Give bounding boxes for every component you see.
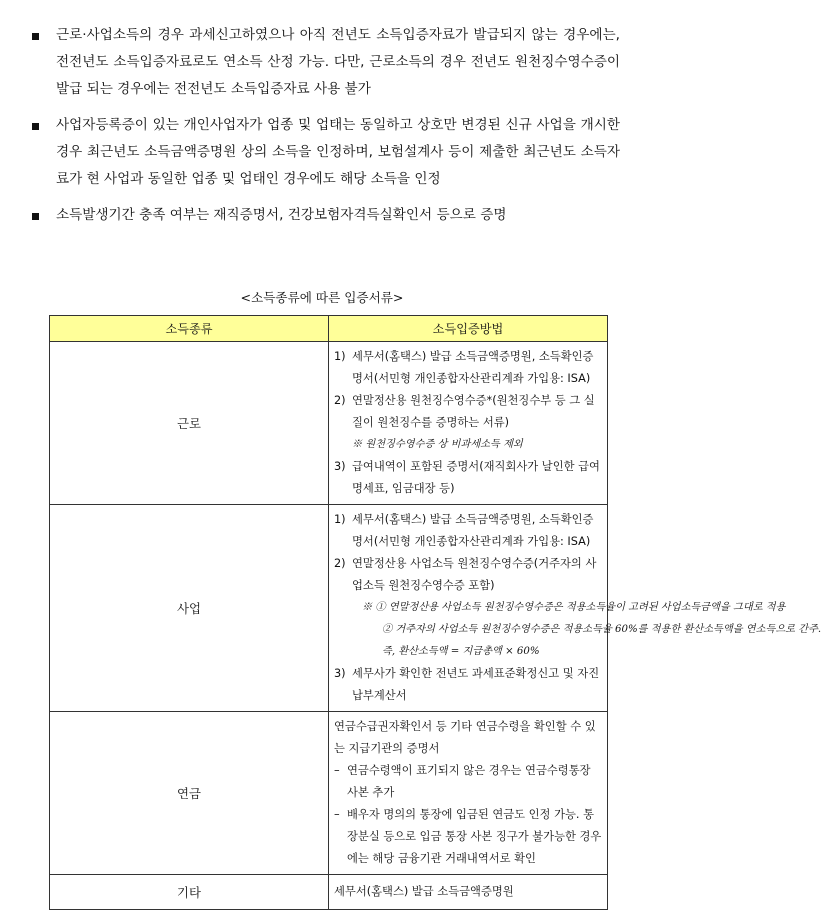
- table-row-geunro: [50, 342, 608, 505]
- note-line: ② 거주자의 사업소득 원천징수영수증은 적용소득율 60%를 적용한 환산소득액을 연소득으로 간주.: [382, 624, 821, 635]
- dash-item: – 연금수령액이 표기되지 않은 경우는 연금수령통장 사본 추가: [334, 764, 591, 799]
- content-line: 세무서(홈택스) 발급 소득금액증명원: [334, 885, 514, 898]
- list-item: 1) 세무서(홈택스) 발급 소득금액증명원, 소득확인증명서(서민형 개인종합자산관리계좌 가입용: ISA): [334, 513, 594, 548]
- list-item: 3) 급여내역이 포함된 증명서(재직회사가 날인한 급여명세표, 임금대장 등): [334, 460, 600, 495]
- list-item: 2) 연말정산용 사업소득 원천징수영수증(거주자의 사업소득 원천징수영수증 포함): [334, 557, 597, 592]
- bullet-text: 근로·사업소득의 경우 과세신고하였으나 아직 전년도 소득입증자료가 발급되지 않는 경우에는, 전전년도 소득입증자료로도 연소득 산정 가능. 다만, 근로소득의 경우 전년도 원천징수영수증이 발급 되는 경우에는 전전년도 소득입증자료 사용 불가: [56, 27, 620, 97]
- note-line: 즉, 환산소득액 = 지급총액 × 60%: [382, 646, 540, 657]
- dash-item: – 배우자 명의의 통장에 입금된 연금도 인정 가능. 통장분실 등으로 입금 통장 사본 징구가 불가능한 경우에는 해당 금융기관 거래내역서로 확인: [334, 808, 602, 865]
- content-cell: [329, 342, 608, 505]
- income-proof-table: [49, 315, 821, 910]
- table-row-gita: [50, 875, 608, 910]
- list-item: 2) 연말정산용 원천징수영수증*(원천징수부 등 그 실질이 원천징수를 증명하는 서류): [334, 394, 595, 429]
- list-item: 1) 세무서(홈택스) 발급 소득금액증명원, 소득확인증명서(서민형 개인종합자산관리계좌 가입용: ISA): [334, 350, 594, 385]
- content-cell: [329, 875, 608, 910]
- square-bullet-icon: [32, 33, 39, 40]
- header-proof-method: 소득입증방법: [329, 316, 608, 342]
- header-income-type: 소득종류: [50, 316, 329, 342]
- bullet-text: 소득발생기간 충족 여부는 재직증명서, 건강보험자격득실확인서 등으로 증명: [56, 207, 507, 223]
- category-cell: 기타: [50, 875, 329, 910]
- category-cell: 연금: [50, 712, 329, 875]
- table-header-row: [50, 316, 608, 342]
- bullet-list: [20, 22, 620, 238]
- table-row-yeongeum: [50, 712, 608, 875]
- table-row-saeop: [50, 505, 608, 712]
- list-item: 3) 세무사가 확인한 전년도 과세표준확정신고 및 자진납부계산서: [334, 667, 600, 702]
- category-cell: 근로: [50, 342, 329, 505]
- table-caption: <소득종류에 따른 입증서류>: [240, 290, 404, 305]
- note-line: ※ ① 연말정산용 사업소득 원천징수영수증은 적용소득율이 고려된 사업소득금액을 그대로 적용: [362, 602, 786, 613]
- note-line: ※ 원천징수영수증 상 비과세소득 제외: [352, 439, 523, 450]
- bullet-item: [20, 112, 620, 193]
- content-cell: [329, 712, 608, 875]
- bullet-item: [20, 22, 620, 103]
- square-bullet-icon: [32, 213, 39, 220]
- bullet-text: 사업자등록증이 있는 개인사업자가 업종 및 업태는 동일하고 상호만 변경된 신규 사업을 개시한 경우 최근년도 소득금액증명원 상의 소득을 인정하며, 보험설계사 등이 제출한 최근년도 소득자료가 현 사업과 동일한 업종 및 업태인 경우에도 해당 소득을 인정: [56, 117, 620, 187]
- category-cell: 사업: [50, 505, 329, 712]
- bullet-item: [20, 202, 620, 229]
- content-cell: [329, 505, 821, 712]
- square-bullet-icon: [32, 123, 39, 130]
- content-line: 연금수급권자확인서 등 기타 연금수령을 확인할 수 있는 지급기관의 증명서: [334, 720, 596, 755]
